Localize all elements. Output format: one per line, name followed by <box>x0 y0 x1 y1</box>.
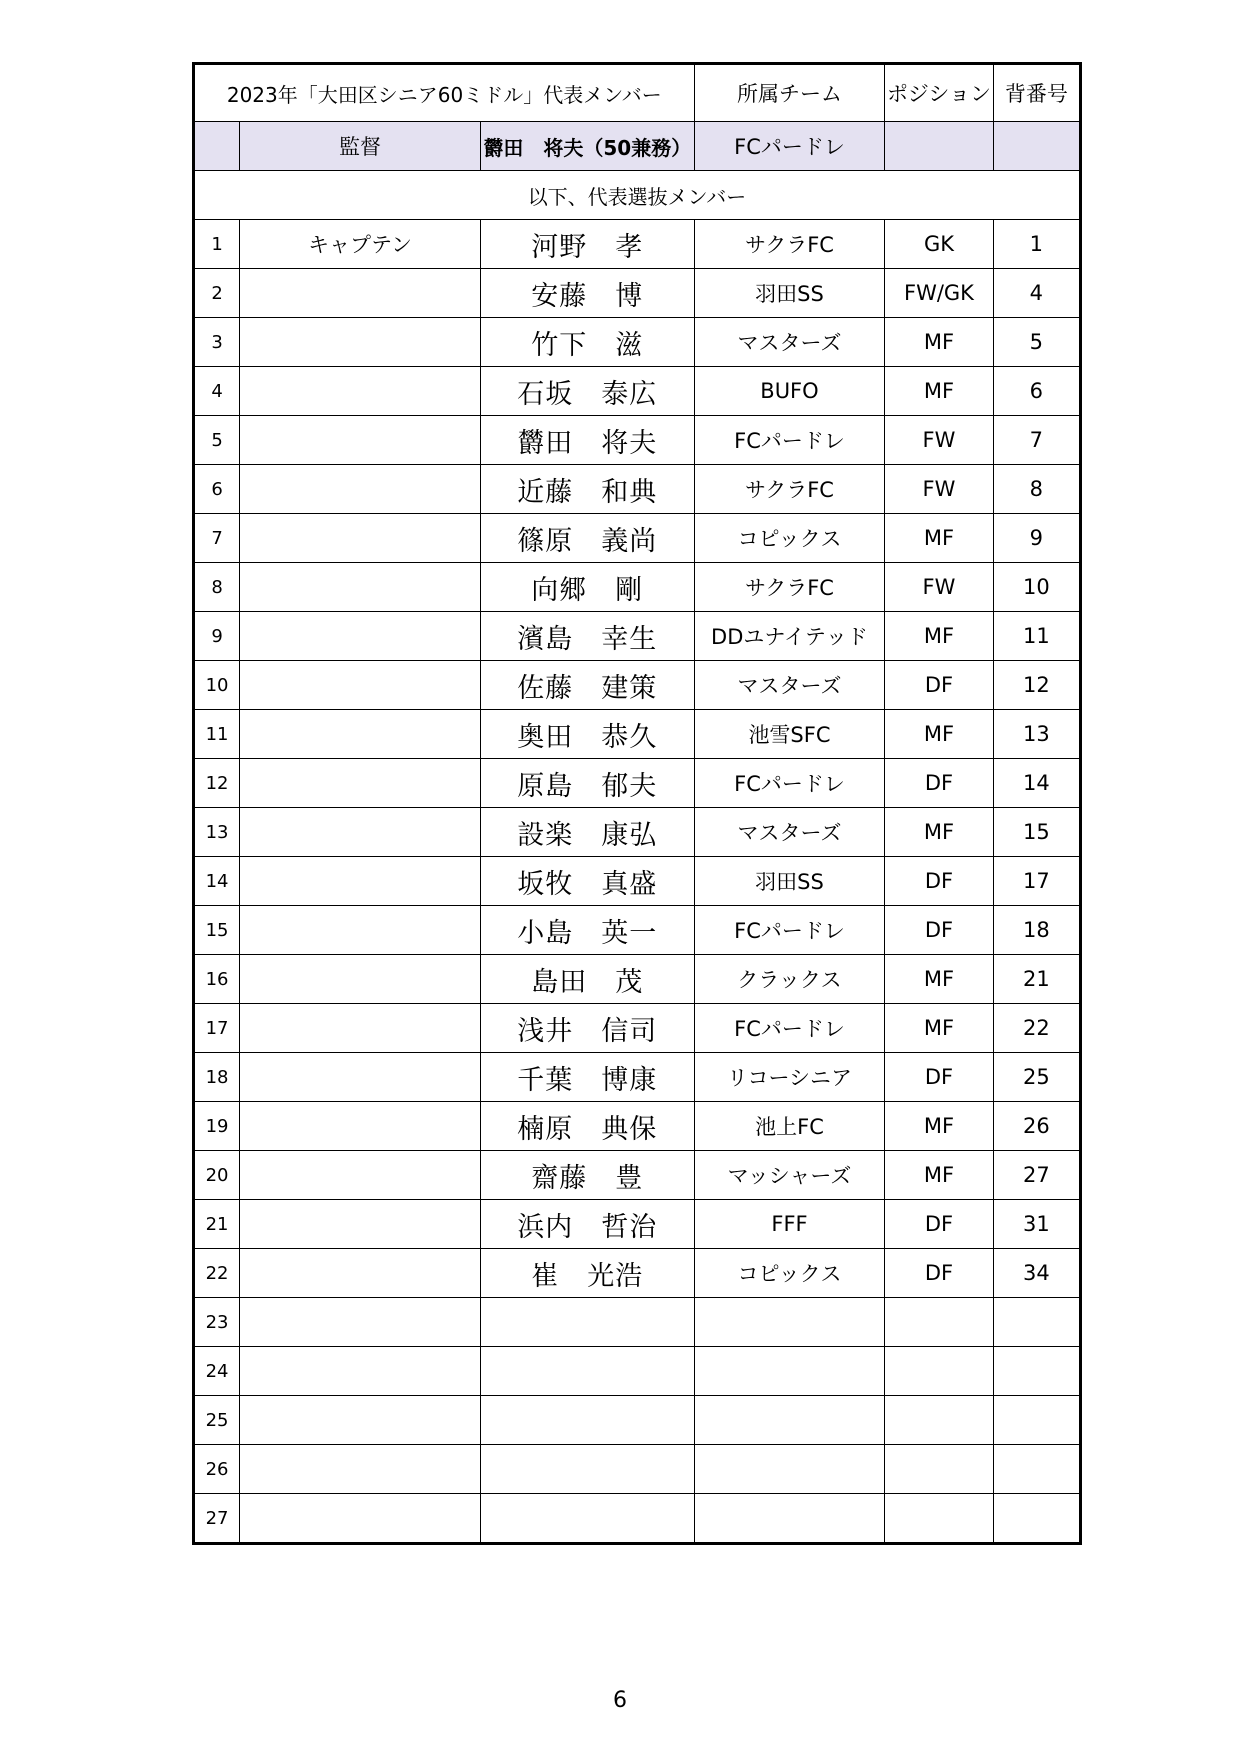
player-row <box>194 1004 1081 1053</box>
player-name: 奥田 恭久 <box>480 710 694 759</box>
player-team: 羽田SS <box>694 269 885 318</box>
player-jersey-number: 9 <box>993 514 1080 563</box>
player-jersey-number: 13 <box>993 710 1080 759</box>
player-team: マッシャーズ <box>694 1151 885 1200</box>
player-jersey-number <box>993 1445 1080 1494</box>
player-jersey-number: 6 <box>993 367 1080 416</box>
player-name: 島田 茂 <box>480 955 694 1004</box>
player-name: 崔 光浩 <box>480 1249 694 1298</box>
player-jersey-number: 27 <box>993 1151 1080 1200</box>
player-index: 24 <box>194 1347 240 1396</box>
player-jersey-number: 26 <box>993 1102 1080 1151</box>
player-row <box>194 416 1081 465</box>
player-jersey-number: 34 <box>993 1249 1080 1298</box>
player-role <box>240 416 481 465</box>
player-row <box>194 857 1081 906</box>
coach-number-cell <box>993 122 1080 171</box>
player-team: サクラFC <box>694 465 885 514</box>
player-index: 13 <box>194 808 240 857</box>
player-team <box>694 1347 885 1396</box>
coach-row <box>194 122 1081 171</box>
player-jersey-number <box>993 1347 1080 1396</box>
player-team: マスターズ <box>694 318 885 367</box>
coach-role: 監督 <box>240 122 481 171</box>
player-position: GK <box>885 220 993 269</box>
roster-title: 2023年「大田区シニア60ミドル」代表メンバー <box>194 64 695 122</box>
player-team: BUFO <box>694 367 885 416</box>
player-role <box>240 955 481 1004</box>
player-name: 浅井 信司 <box>480 1004 694 1053</box>
player-jersey-number: 31 <box>993 1200 1080 1249</box>
player-role <box>240 1347 481 1396</box>
player-jersey-number: 17 <box>993 857 1080 906</box>
player-jersey-number <box>993 1494 1080 1544</box>
player-index: 14 <box>194 857 240 906</box>
player-index: 23 <box>194 1298 240 1347</box>
player-position: MF <box>885 1151 993 1200</box>
player-team: FCパードレ <box>694 759 885 808</box>
player-team: FFF <box>694 1200 885 1249</box>
player-position: DF <box>885 661 993 710</box>
player-name: 原島 郁夫 <box>480 759 694 808</box>
player-index: 11 <box>194 710 240 759</box>
player-row <box>194 1200 1081 1249</box>
player-position <box>885 1445 993 1494</box>
player-row <box>194 1347 1081 1396</box>
player-jersey-number: 8 <box>993 465 1080 514</box>
team-column-header: 所属チーム <box>694 64 885 122</box>
player-jersey-number: 7 <box>993 416 1080 465</box>
player-jersey-number: 18 <box>993 906 1080 955</box>
player-team: コピックス <box>694 1249 885 1298</box>
player-position: FW <box>885 465 993 514</box>
player-team <box>694 1445 885 1494</box>
page-number: 6 <box>613 1688 627 1713</box>
coach-team: FCパードレ <box>694 122 885 171</box>
player-name: 河野 孝 <box>480 220 694 269</box>
player-jersey-number: 21 <box>993 955 1080 1004</box>
player-role <box>240 1004 481 1053</box>
player-name: 近藤 和典 <box>480 465 694 514</box>
player-position: DF <box>885 857 993 906</box>
player-position <box>885 1494 993 1544</box>
player-name <box>480 1396 694 1445</box>
player-name: 佐藤 建策 <box>480 661 694 710</box>
player-name: 竹下 滋 <box>480 318 694 367</box>
player-team: 池上FC <box>694 1102 885 1151</box>
player-role <box>240 1102 481 1151</box>
player-jersey-number: 12 <box>993 661 1080 710</box>
player-index: 9 <box>194 612 240 661</box>
player-row <box>194 955 1081 1004</box>
player-row <box>194 808 1081 857</box>
player-team: FCパードレ <box>694 1004 885 1053</box>
player-role <box>240 1249 481 1298</box>
player-row <box>194 1151 1081 1200</box>
player-name <box>480 1298 694 1347</box>
player-name <box>480 1494 694 1544</box>
player-position: MF <box>885 710 993 759</box>
player-team: コピックス <box>694 514 885 563</box>
section-row <box>194 171 1081 220</box>
player-role <box>240 808 481 857</box>
player-name: 濱島 幸生 <box>480 612 694 661</box>
player-row <box>194 269 1081 318</box>
player-position <box>885 1396 993 1445</box>
player-team: マスターズ <box>694 661 885 710</box>
player-role <box>240 1445 481 1494</box>
player-row <box>194 759 1081 808</box>
player-position: MF <box>885 955 993 1004</box>
player-role <box>240 906 481 955</box>
player-position: DF <box>885 1249 993 1298</box>
player-role <box>240 710 481 759</box>
player-role <box>240 1396 481 1445</box>
player-name: 楠原 典保 <box>480 1102 694 1151</box>
player-position: MF <box>885 1102 993 1151</box>
player-row <box>194 1494 1081 1544</box>
player-index: 1 <box>194 220 240 269</box>
player-position: MF <box>885 514 993 563</box>
player-row <box>194 1249 1081 1298</box>
player-name <box>480 1445 694 1494</box>
roster-table <box>192 62 1082 1545</box>
player-name: 欝田 将夫 <box>480 416 694 465</box>
player-jersey-number: 4 <box>993 269 1080 318</box>
player-role <box>240 318 481 367</box>
player-row <box>194 465 1081 514</box>
player-name: 向郷 剛 <box>480 563 694 612</box>
player-index: 26 <box>194 1445 240 1494</box>
player-index: 16 <box>194 955 240 1004</box>
player-role <box>240 1298 481 1347</box>
player-role <box>240 514 481 563</box>
player-name: 篠原 義尚 <box>480 514 694 563</box>
player-team: サクラFC <box>694 220 885 269</box>
player-role: キャプテン <box>240 220 481 269</box>
player-role <box>240 465 481 514</box>
player-role <box>240 563 481 612</box>
player-index: 12 <box>194 759 240 808</box>
player-name: 設楽 康弘 <box>480 808 694 857</box>
player-name: 浜内 哲治 <box>480 1200 694 1249</box>
player-index: 3 <box>194 318 240 367</box>
coach-index-cell <box>194 122 240 171</box>
player-position: FW/GK <box>885 269 993 318</box>
player-role <box>240 661 481 710</box>
section-label: 以下、代表選抜メンバー <box>194 171 1081 220</box>
player-position: MF <box>885 1004 993 1053</box>
player-position: FW <box>885 416 993 465</box>
player-team: FCパードレ <box>694 906 885 955</box>
player-team <box>694 1298 885 1347</box>
player-row <box>194 612 1081 661</box>
player-role <box>240 612 481 661</box>
player-role <box>240 1494 481 1544</box>
player-position: DF <box>885 759 993 808</box>
player-position: MF <box>885 612 993 661</box>
player-position: MF <box>885 318 993 367</box>
player-role <box>240 857 481 906</box>
player-jersey-number: 5 <box>993 318 1080 367</box>
player-role <box>240 1053 481 1102</box>
player-name: 小島 英一 <box>480 906 694 955</box>
player-name <box>480 1347 694 1396</box>
player-name: 齋藤 豊 <box>480 1151 694 1200</box>
player-role <box>240 1151 481 1200</box>
position-column-header: ポジション <box>885 64 993 122</box>
player-row <box>194 710 1081 759</box>
player-jersey-number <box>993 1396 1080 1445</box>
player-row <box>194 563 1081 612</box>
player-name: 石坂 泰広 <box>480 367 694 416</box>
player-position: DF <box>885 1053 993 1102</box>
player-jersey-number <box>993 1298 1080 1347</box>
player-team: FCパードレ <box>694 416 885 465</box>
player-team: クラックス <box>694 955 885 1004</box>
header-row <box>194 64 1081 122</box>
coach-position-cell <box>885 122 993 171</box>
player-role <box>240 1200 481 1249</box>
player-index: 4 <box>194 367 240 416</box>
player-index: 6 <box>194 465 240 514</box>
player-jersey-number: 14 <box>993 759 1080 808</box>
player-row <box>194 661 1081 710</box>
player-name: 安藤 博 <box>480 269 694 318</box>
player-position: MF <box>885 367 993 416</box>
player-team: DDユナイテッド <box>694 612 885 661</box>
player-team <box>694 1494 885 1544</box>
player-team: マスターズ <box>694 808 885 857</box>
player-index: 27 <box>194 1494 240 1544</box>
player-position: DF <box>885 1200 993 1249</box>
player-team: リコーシニア <box>694 1053 885 1102</box>
player-index: 25 <box>194 1396 240 1445</box>
player-row <box>194 1053 1081 1102</box>
player-team: 池雪SFC <box>694 710 885 759</box>
player-row <box>194 1298 1081 1347</box>
player-name: 千葉 博康 <box>480 1053 694 1102</box>
player-row <box>194 220 1081 269</box>
player-role <box>240 367 481 416</box>
player-index: 8 <box>194 563 240 612</box>
player-jersey-number: 11 <box>993 612 1080 661</box>
player-row <box>194 367 1081 416</box>
player-jersey-number: 25 <box>993 1053 1080 1102</box>
player-row <box>194 318 1081 367</box>
player-index: 19 <box>194 1102 240 1151</box>
player-index: 21 <box>194 1200 240 1249</box>
player-row <box>194 906 1081 955</box>
number-column-header: 背番号 <box>993 64 1080 122</box>
coach-name: 欝田 将夫（50兼務） <box>480 122 694 171</box>
player-team: サクラFC <box>694 563 885 612</box>
player-position: DF <box>885 906 993 955</box>
player-jersey-number: 10 <box>993 563 1080 612</box>
player-row <box>194 1102 1081 1151</box>
player-row <box>194 1396 1081 1445</box>
player-position <box>885 1298 993 1347</box>
player-index: 20 <box>194 1151 240 1200</box>
player-row <box>194 514 1081 563</box>
player-index: 2 <box>194 269 240 318</box>
player-index: 17 <box>194 1004 240 1053</box>
player-team: 羽田SS <box>694 857 885 906</box>
player-index: 10 <box>194 661 240 710</box>
player-index: 5 <box>194 416 240 465</box>
player-name: 坂牧 真盛 <box>480 857 694 906</box>
player-position: MF <box>885 808 993 857</box>
player-index: 15 <box>194 906 240 955</box>
player-role <box>240 269 481 318</box>
player-team <box>694 1396 885 1445</box>
player-index: 7 <box>194 514 240 563</box>
player-index: 18 <box>194 1053 240 1102</box>
player-jersey-number: 22 <box>993 1004 1080 1053</box>
player-index: 22 <box>194 1249 240 1298</box>
player-row <box>194 1445 1081 1494</box>
player-position: FW <box>885 563 993 612</box>
player-role <box>240 759 481 808</box>
player-position <box>885 1347 993 1396</box>
player-jersey-number: 15 <box>993 808 1080 857</box>
player-jersey-number: 1 <box>993 220 1080 269</box>
